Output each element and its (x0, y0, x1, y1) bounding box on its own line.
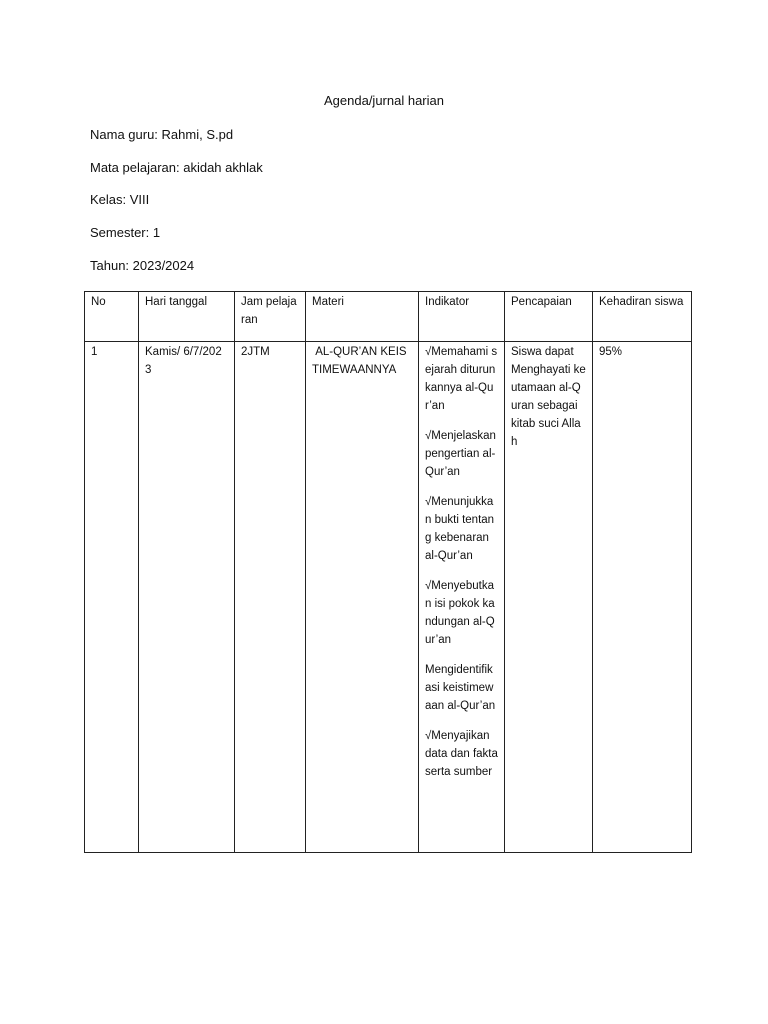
header-indikator: Indikator (419, 292, 505, 342)
indikator-item: √Menyajikan data dan fakta serta sumber (425, 730, 498, 778)
cell-kehadiran-siswa: 95% (593, 342, 692, 853)
indikator-item: √Memahami sejarah diturunkannya al-Qur’an (425, 346, 498, 412)
cell-no: 1 (85, 342, 139, 853)
header-jam-pelajaran: Jam pelajaran (235, 292, 306, 342)
indikator-item: Mengidentifikasi keistimewaan al-Qur’an (425, 664, 496, 712)
header-pencapaian: Pencapaian (505, 292, 593, 342)
header-hari-tanggal: Hari tanggal (139, 292, 235, 342)
class: Kelas: VIII (90, 192, 150, 207)
indikator-item: √Menyebutkan isi pokok kandungan al-Qur’an (425, 580, 495, 646)
materi-text: AL-QUR’AN KEISTIMEWAANNYA (312, 346, 407, 376)
cell-jam-pelajaran: 2JTM (235, 342, 306, 853)
subject: Mata pelajaran: akidah akhlak (90, 160, 263, 175)
semester: Semester: 1 (90, 225, 161, 240)
cell-materi (306, 342, 419, 853)
cell-hari-tanggal: Kamis/ 6/7/2023 (139, 342, 235, 853)
cell-indikator (419, 342, 505, 853)
year: Tahun: 2023/2024 (90, 258, 195, 273)
table-header-row (85, 292, 692, 342)
header-no: No (85, 292, 139, 342)
cell-pencapaian: Siswa dapat Menghayati keutamaan al-Quran sebagai kitab suci Allah (505, 342, 593, 853)
table-row (85, 342, 692, 853)
teacher-name: Nama guru: Rahmi, S.pd (90, 127, 234, 142)
indikator-item: √Menjelaskan pengertian al-Qur’an (425, 430, 496, 478)
page-title: Agenda/jurnal harian (324, 93, 444, 108)
journal-table (84, 291, 692, 853)
indikator-item: √Menunjukkan bukti tentang kebenaran al-Qur’an (425, 496, 495, 562)
header-materi: Materi (306, 292, 419, 342)
header-kehadiran-siswa: Kehadiran siswa (593, 292, 692, 342)
